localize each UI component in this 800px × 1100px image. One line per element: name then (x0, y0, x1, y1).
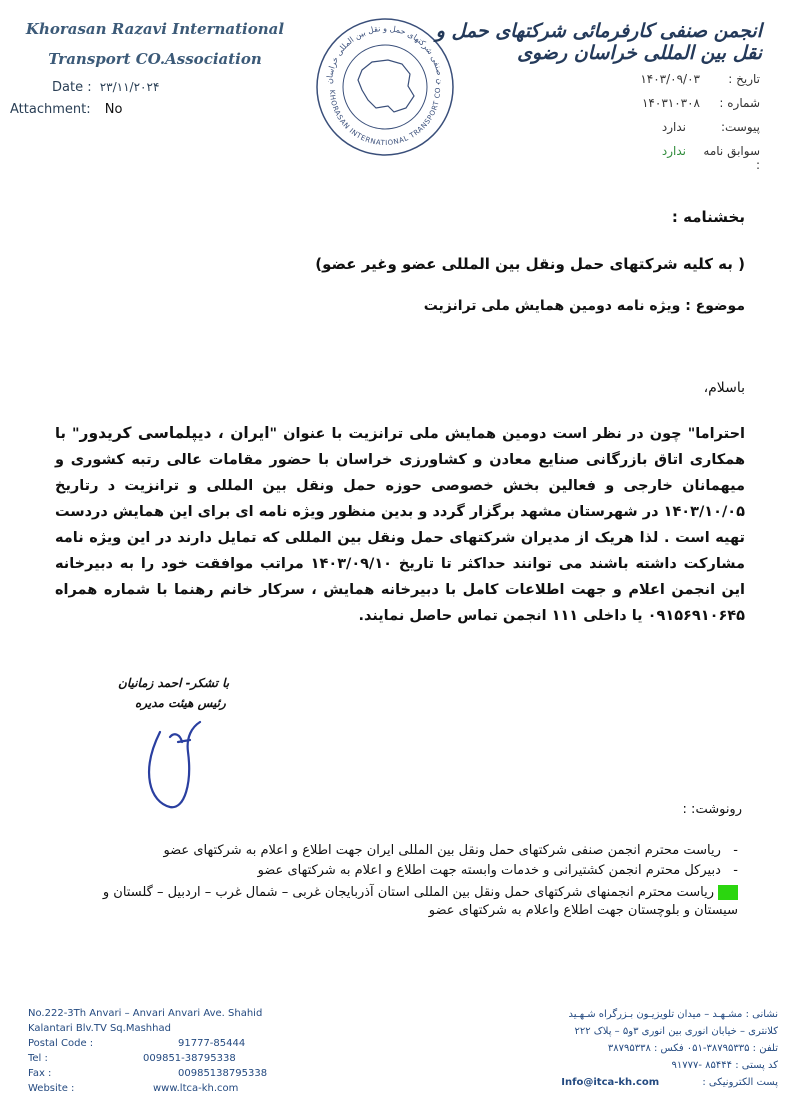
footer-tel-value: 009851-38795338 (143, 1053, 236, 1064)
footer-fa-email-row (528, 1074, 778, 1091)
cc-label: رونوشت: : (682, 802, 742, 817)
footer-fax-label: Fax : (28, 1068, 52, 1079)
number-label: شماره : (719, 96, 760, 110)
cc-item-text: دبیرکل محترم انجمن کشتیرانی و خدمات وابسته جهت اطلاع و اعلام به شرکتهای عضو (257, 863, 721, 878)
footer-fax-row (28, 1066, 328, 1081)
footer-fa-postal: کد پستی : ۸۵۴۴۴ -۹۱۷۷۷ (671, 1060, 778, 1071)
footer-tel-row (28, 1051, 328, 1066)
date-label: Date : (52, 80, 92, 95)
fa-meta-block (620, 72, 760, 172)
attach-fa-row (620, 120, 760, 144)
attachment-label: Attachment: (10, 102, 91, 117)
fa-date-value: ۱۴۰۳/۰۹/۰۳ (640, 72, 700, 86)
letter-recipients: ( به کلیه شرکتهای حمل ونقل بین المللی عضو وغیر عضو) (315, 255, 745, 273)
footer-fa-address-2: کلانتری – خیابان انوری بین انوری ۳و۵ – پلاک ۲۲۲ (574, 1026, 778, 1037)
signature-title: رئیس هیئت مدیره (135, 696, 226, 710)
footer-address-1: No.222-3Th Anvari – Anvari Anvari Ave. Shahid (28, 1008, 263, 1019)
subject-label: موضوع : (685, 298, 745, 314)
body-part-1: احتراما" چون در نظر است دومین همایش ملی ترانزیت با عنوان " (269, 426, 745, 442)
date-value: ۲۳/۱۱/۲۰۲۴ (99, 80, 160, 94)
cc-item-3 (58, 884, 738, 920)
footer-postal-row (28, 1036, 328, 1051)
letter-body (55, 420, 745, 629)
history-label: سوابق نامه : (703, 144, 760, 172)
cc-item-text: ریاست محترم انجمنهای شرکتهای حمل ونقل بین المللی استان آذربایجان غربی – شمال غرب – اردبیل – گلستان و سیستان و بلوچستان جهت اطلاع واعلام به شرکتهای عضو (102, 885, 738, 918)
signature-thanks: با تشکر- احمد زمانیان (118, 676, 230, 690)
footer-web-label: Website : (28, 1083, 75, 1094)
footer-web-row (28, 1081, 328, 1096)
cc-item-1: - ریاست محترم انجمن صنفی شرکتهای حمل ونقل بین المللی ایران جهت اطلاع و اعلام به شرکتهای عضو (163, 843, 738, 858)
seal-text-en: KHORASAN INTERNATIONAL TRANSPORT CO (327, 87, 443, 148)
footer-web-link[interactable]: www.ltca-kh.com (153, 1083, 239, 1094)
footer-email-link[interactable]: Info@itca-kh.com (561, 1077, 660, 1088)
footer-address-2: Kalantari Blv.TV Sq.Mashhad (28, 1023, 171, 1034)
iran-map-icon (358, 60, 414, 112)
letter-subject (424, 298, 745, 314)
number-row (620, 96, 760, 120)
highlight-marker (718, 885, 738, 900)
letter-type: بخشنامه : (671, 208, 745, 226)
attachment-value: No (104, 102, 123, 117)
number-value: ۱۴۰۳۱۰۳۰۸ (641, 96, 700, 110)
org-name-en-line1: Khorasan Razavi International (25, 20, 285, 38)
footer-fa-phone: تلفن : ۳۸۷۹۵۳۳۵-۰۵۱ فکس : ۳۸۷۹۵۳۳۸ (607, 1043, 778, 1054)
history-row (620, 144, 760, 172)
attach-fa-value: ندارد (661, 120, 686, 134)
attachment-field (10, 102, 122, 117)
footer-tel-label: Tel : (28, 1053, 48, 1064)
footer-postal-value: 91777-85444 (178, 1038, 246, 1049)
seal-text-fa: ن صنفی شرکتهای حمل و نقل بین المللی خراسان (324, 23, 446, 85)
footer-postal-label: Postal Code : (28, 1038, 94, 1049)
fa-date-row (620, 72, 760, 96)
cc-item-text: ریاست محترم انجمن صنفی شرکتهای حمل ونقل بین المللی ایران جهت اطلاع و اعلام به شرکتهای عضو (163, 843, 721, 858)
org-name-en-line2: Transport CO.Association (48, 50, 262, 68)
date-field (52, 80, 159, 95)
subject-text: ویژه نامه دومین همایش ملی ترانزیت (423, 298, 681, 314)
greeting: باسلام، (703, 380, 745, 396)
footer-contact-fa (528, 1006, 778, 1091)
footer-fax-value: 00985138795338 (178, 1068, 268, 1079)
footer-fa-email-label: پست الکترونیکی : (702, 1077, 778, 1088)
footer-contact-en (28, 1006, 328, 1096)
body-highlight: ایران ، دیپلماسی کریدور (79, 424, 270, 442)
org-name-fa: انجمن صنفی کارفرمائی شرکتهای حمل و نقل بین المللی خراسان رضوی (435, 20, 762, 64)
history-value: ندارد (661, 144, 686, 158)
attach-fa-label: پیوست: (720, 120, 760, 134)
handwritten-signature (130, 712, 240, 822)
footer-fa-address-1: نشانی : مشـهـد – میدان تلویزیـون بـزرگراه شـهـید (568, 1009, 778, 1020)
fa-date-label: تاریخ : (728, 72, 760, 86)
body-part-2: " با همکاری اتاق بازرگانی صنایع معادن و کشاورزی خراسان با حضور مقامات عالی رتبه کشوری و میهمانان خارجی و فعالین بخش خصوصی حوزه حمل ونقل بین المللی و ترانزیت د رتاریخ ۱۴۰۳/۱۰/۰۵ در شهرستان مشهد برگزار گردد و بدین منظور ویژه نامه ای برای این همایش دردست تهیه است . لذا هریک از مدیران شرکتهای حمل ونقل بین المللی که تمایل دارند در این ویژه نامه مشارکت داشته باشند می توانند حداکثر تا تاریخ ۱۴۰۳/۰۹/۱۰ مراتب موافقت خود را به دبیرخانه این انجمن اعلام و جهت اطلاعات کامل با دبیرخانه همایش ، سرکار خانم رهنما با شماره همراه ۰۹۱۵۶۹۱۰۶۴۵ یا داخلی ۱۱۱ انجمن تماس حاصل نمایند. (55, 426, 745, 624)
cc-item-2: - دبیرکل محترم انجمن کشتیرانی و خدمات وابسته جهت اطلاع و اعلام به شرکتهای عضو (257, 863, 738, 878)
